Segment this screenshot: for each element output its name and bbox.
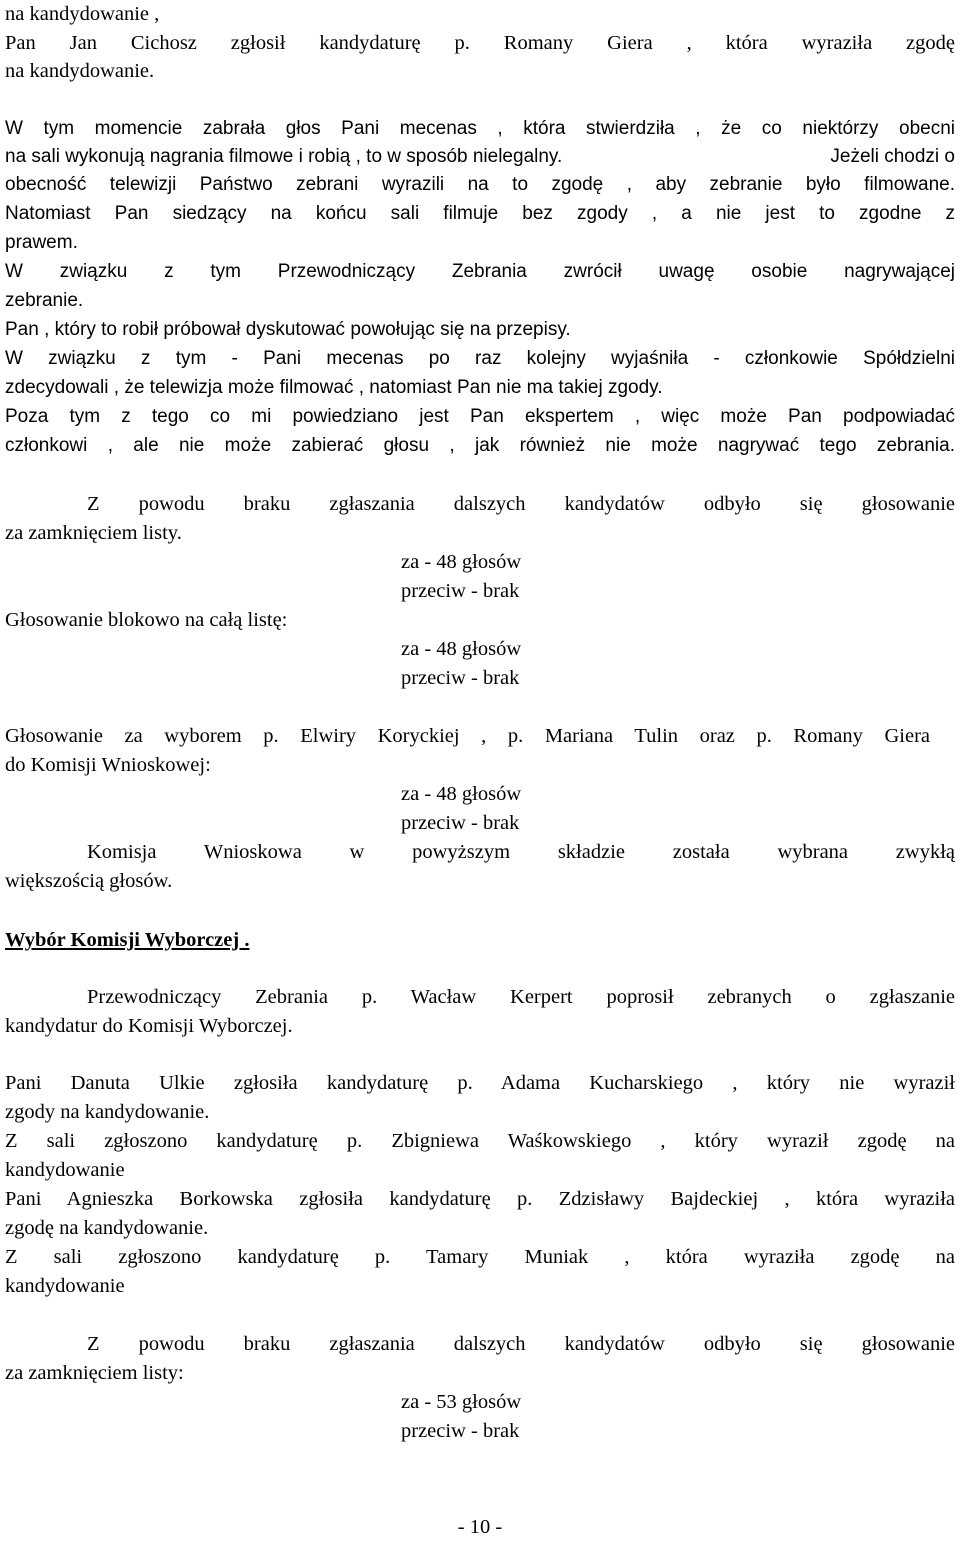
text-line: Głosowanie za wyborem p. Elwiry Koryckiej , p. Mariana Tulin oraz p. Romany Giera [5, 725, 930, 747]
text-line: kandydowanie [5, 1159, 125, 1181]
text-line: zgodę na kandydowanie. [5, 1217, 209, 1239]
vote-against: przeciw - brak [401, 1420, 520, 1442]
text-line: Głosowanie blokowo na całą listę: [5, 609, 288, 631]
text-line: Z powodu braku zgłaszania dalszych kandydatów odbyło się głosowanie [87, 1333, 955, 1355]
document-page [5, 0, 955, 1537]
text-line: kandydowanie [5, 1275, 125, 1297]
vote-for: za - 48 głosów [401, 551, 522, 573]
page-number: - 10 - [457, 1516, 503, 1538]
vote-for: za - 53 głosów [401, 1391, 522, 1413]
text-line: W związku z tym - Pani mecenas po raz kolejny wyjaśniła - członkowie Spółdzielni [5, 348, 955, 369]
text-line: Pani Danuta Ulkie zgłosiła kandydaturę p. Adama Kucharskiego , który nie wyraził [5, 1072, 955, 1094]
text-line: Natomiast Pan siedzący na końcu sali filmuje bez zgody , a nie jest to zgodne z [5, 203, 955, 224]
text-line: Z sali zgłoszono kandydaturę p. Zbigniewa Waśkowskiego , który wyraził zgodę na [5, 1130, 955, 1152]
text-line: kandydatur do Komisji Wyborczej. [5, 1015, 293, 1037]
vote-for: za - 48 głosów [401, 638, 522, 660]
vote-against: przeciw - brak [401, 580, 520, 602]
text-line: za zamknięciem listy: [5, 1362, 184, 1384]
vote-for: za - 48 głosów [401, 783, 522, 805]
text-line: na kandydowanie , [5, 3, 160, 25]
text-line: Poza tym z tego co mi powiedziano jest Pan ekspertem , więc może Pan podpowiadać [5, 406, 955, 427]
text-line: do Komisji Wnioskowej: [5, 754, 211, 776]
text-line: na sali wykonują nagrania filmowe i robią , to w sposób nielegalny. [5, 146, 563, 167]
text-line: Z sali zgłoszono kandydaturę p. Tamary Muniak , która wyraziła zgodę na [5, 1246, 955, 1268]
vote-against: przeciw - brak [401, 812, 520, 834]
text-line: obecność telewizji Państwo zebrani wyrazili na to zgodę , aby zebranie było filmowane. [5, 174, 955, 195]
section-heading: Wybór Komisji Wyborczej . [5, 929, 250, 951]
text-line: zdecydowali , że telewizja może filmować , natomiast Pan nie ma takiej zgody. [5, 377, 663, 398]
text-line: Pan Jan Cichosz zgłosił kandydaturę p. Romany Giera , która wyraziła zgodę [5, 32, 955, 54]
text-line: Pan , który to robił próbował dyskutować powołując się na przepisy. [5, 319, 571, 340]
text-line: za zamknięciem listy. [5, 522, 182, 544]
text-line: zgody na kandydowanie. [5, 1101, 210, 1123]
text-line: Pani Agnieszka Borkowska zgłosiła kandydaturę p. Zdzisławy Bajdeckiej , która wyraziła [5, 1188, 955, 1210]
text-line: Przewodniczący Zebrania p. Wacław Kerpert poprosił zebranych o zgłaszanie [87, 986, 955, 1008]
text-line: Komisja Wnioskowa w powyższym składzie została wybrana zwykłą [87, 841, 955, 863]
text-line: W tym momencie zabrała głos Pani mecenas , która stwierdziła , że co niektórzy obecni [5, 118, 955, 139]
text-line: W związku z tym Przewodniczący Zebrania zwrócił uwagę osobie nagrywającej [5, 261, 955, 282]
text-line: Z powodu braku zgłaszania dalszych kandydatów odbyło się głosowanie [87, 493, 955, 515]
text-line: na kandydowanie. [5, 60, 155, 82]
text-line: członkowi , ale nie może zabierać głosu , jak również nie może nagrywać tego zebrania. [5, 435, 955, 456]
text-line: prawem. [5, 232, 78, 253]
text-line: zebranie. [5, 290, 84, 311]
text-line: większością głosów. [5, 870, 173, 892]
text-line: Jeżeli chodzi o [830, 146, 955, 167]
vote-against: przeciw - brak [401, 667, 520, 689]
